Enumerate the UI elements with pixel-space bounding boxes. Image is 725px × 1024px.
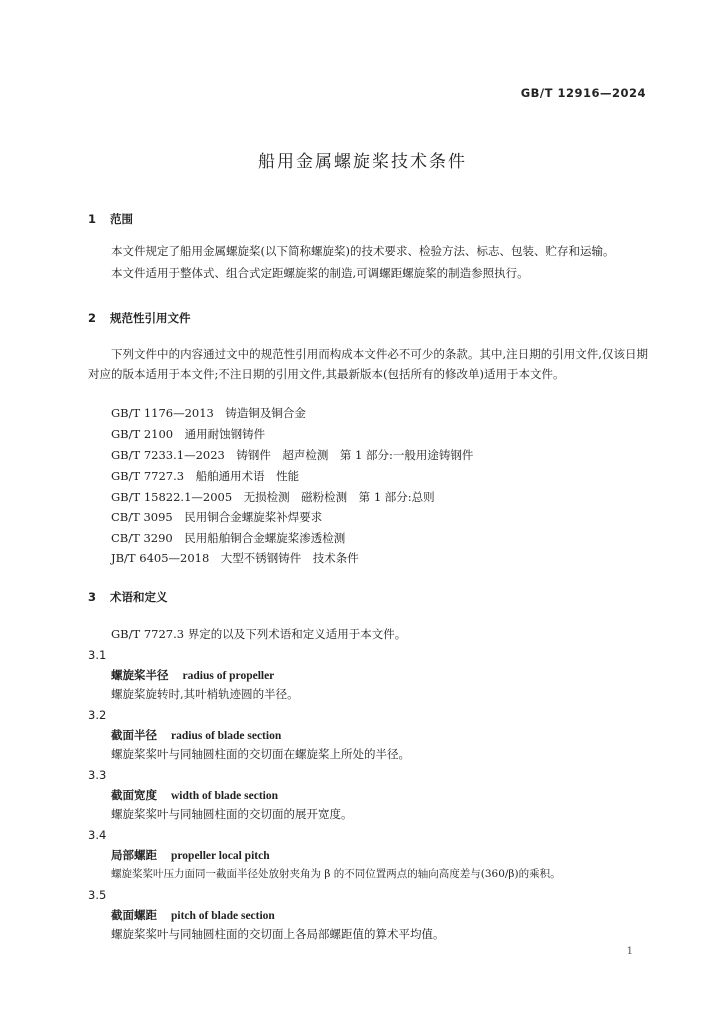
section-3-heading	[88, 589, 168, 605]
term-english: radius of propeller	[182, 670, 275, 682]
term-definition: 螺旋桨桨叶与同轴圆柱面的交切面上各局部螺距值的算术平均值。	[111, 927, 445, 941]
term-english: radius of blade section	[171, 730, 282, 742]
paragraph: 本文件规定了船用金属螺旋桨(以下简称螺旋桨)的技术要求、检验方法、标志、包装、贮存和运输。	[111, 244, 615, 258]
term-definition: 螺旋桨桨叶与同轴圆柱面的交切面在螺旋桨上所处的半径。	[111, 747, 410, 761]
term-chinese: 局部螺距	[111, 848, 157, 862]
page-number: 1	[626, 946, 633, 957]
term-definition: 螺旋桨桨叶压力面同一截面半径处放射夹角为 β 的不同位置两点的轴向高度差与(360/β)的乘积。	[111, 868, 561, 880]
term-heading	[111, 667, 274, 683]
reference-item: CB/T 3095 民用铜合金螺旋桨补焊要求	[111, 510, 323, 524]
term-chinese: 截面半径	[111, 728, 157, 742]
reference-item: GB/T 15822.1—2005 无损检测 磁粉检测 第 1 部分:总则	[111, 490, 435, 504]
reference-item: GB/T 7727.3 船舶通用术语 性能	[111, 469, 300, 483]
term-heading	[111, 727, 281, 743]
reference-item: GB/T 7233.1—2023 铸钢件 超声检测 第 1 部分:一般用途铸钢件	[111, 448, 474, 462]
term-heading	[111, 847, 270, 863]
section-number: 2	[88, 311, 97, 325]
term-chinese: 截面宽度	[111, 788, 157, 802]
term-english: pitch of blade section	[171, 910, 275, 922]
section-title: 术语和定义	[110, 590, 168, 604]
paragraph: 下列文件中的内容通过文中的规范性引用而构成本文件必不可少的条款。其中,注日期的引用文件,仅该日期对应的版本适用于本文件;不注日期的引用文件,其最新版本(包括所有的修改单)适用于本文件。	[88, 347, 648, 381]
paragraph: 本文件适用于整体式、组合式定距螺旋桨的制造,可调螺距螺旋桨的制造参照执行。	[111, 266, 529, 280]
term-number: 3.3	[88, 768, 107, 782]
term-number: 3.2	[88, 708, 107, 722]
term-number: 3.1	[88, 648, 107, 662]
term-english: width of blade section	[171, 790, 279, 802]
term-number: 3.4	[88, 828, 107, 842]
reference-item: GB/T 2100 通用耐蚀钢铸件	[111, 427, 266, 441]
section-title: 范围	[110, 212, 133, 226]
reference-item: GB/T 1176—2013 铸造铜及铜合金	[111, 406, 306, 420]
term-definition: 螺旋桨桨叶与同轴圆柱面的交切面的展开宽度。	[111, 807, 353, 821]
document-title: 船用金属螺旋桨技术条件	[258, 152, 467, 172]
reference-item: JB/T 6405—2018 大型不锈钢铸件 技术条件	[111, 551, 359, 565]
section-1-heading	[88, 211, 133, 227]
section-2-heading	[88, 310, 191, 326]
term-heading	[111, 787, 278, 803]
term-chinese: 螺旋桨半径	[111, 668, 169, 682]
term-english: propeller local pitch	[171, 850, 270, 862]
term-heading	[111, 907, 275, 923]
paragraph: GB/T 7727.3 界定的以及下列术语和定义适用于本文件。	[111, 627, 407, 641]
standard-code: GB/T 12916—2024	[520, 86, 646, 100]
term-definition: 螺旋桨旋转时,其叶梢轨迹圆的半径。	[111, 687, 299, 701]
term-number: 3.5	[88, 888, 107, 902]
term-chinese: 截面螺距	[111, 908, 157, 922]
section-title: 规范性引用文件	[110, 311, 191, 325]
section-number: 3	[88, 590, 97, 604]
section-number: 1	[88, 212, 97, 226]
reference-item: CB/T 3290 民用船舶铜合金螺旋桨渗透检测	[111, 531, 346, 545]
